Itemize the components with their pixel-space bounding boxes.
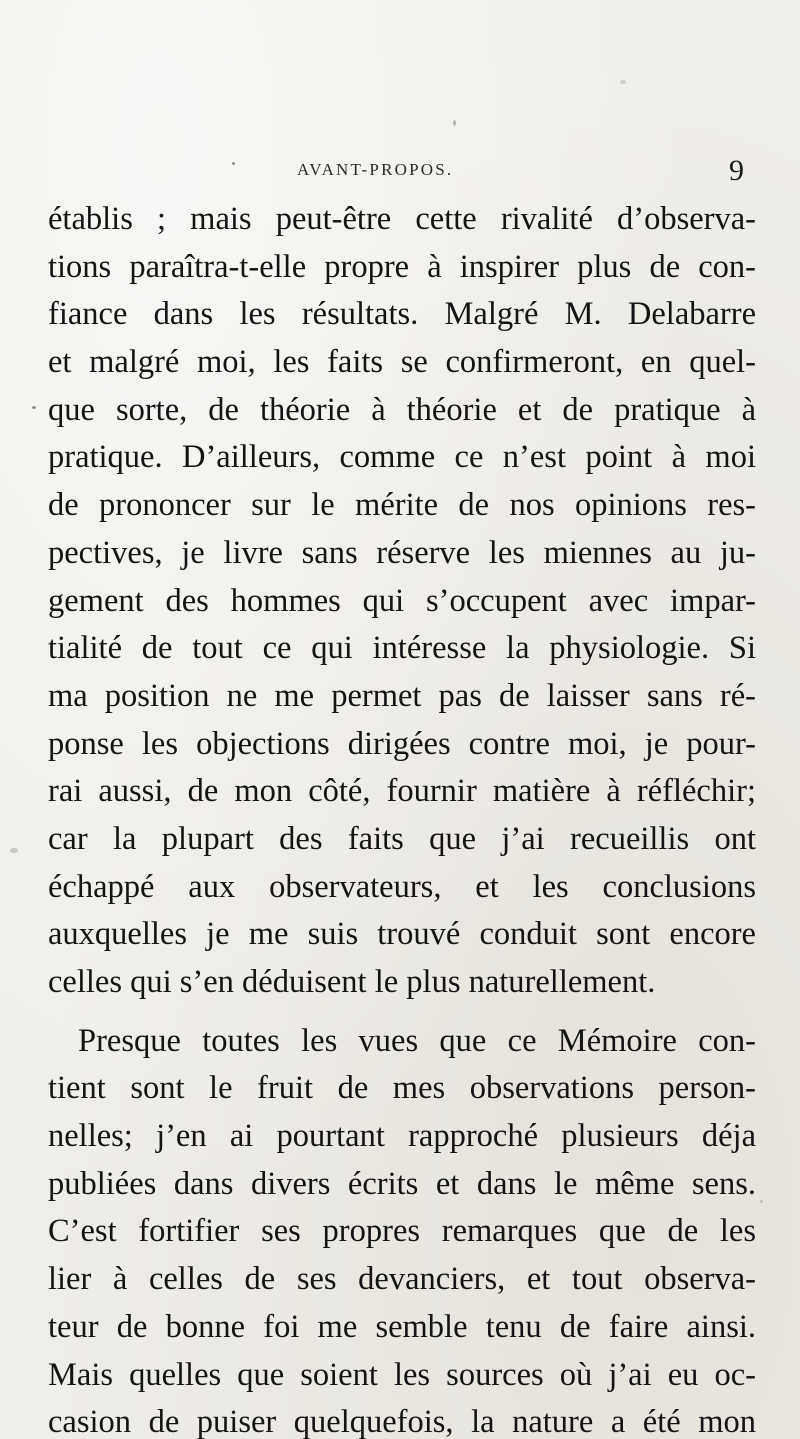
text-line: que sorte, de théorie à théorie et de pratique à <box>48 391 756 428</box>
text-line: teur de bonne foi me semble tenu de faire ainsi. <box>48 1308 756 1345</box>
text-line: ma position ne me permet pas de laisser sans ré- <box>48 677 756 714</box>
paragraph-2 <box>48 1018 756 1439</box>
paper-speck <box>620 80 626 84</box>
text-line: Presque toutes les vues que ce Mémoire con- <box>78 1022 756 1059</box>
running-head-title: AVANT-PROPOS. <box>297 160 454 179</box>
page-number: 9 <box>729 154 744 187</box>
text-line: fiance dans les résultats. Malgré M. Delabarre <box>48 296 756 333</box>
paragraph-gap <box>48 1007 756 1018</box>
text-line: publiées dans divers écrits et dans le même sens. <box>48 1165 756 1202</box>
text-line: tialité de tout ce qui intéresse la physiologie. Si <box>48 630 756 667</box>
paper-speck <box>32 406 36 409</box>
text-line: casion de puiser quelquefois, la nature a été mon <box>48 1404 756 1439</box>
text-line: Mais quelles que soient les sources où j’ai eu oc- <box>48 1356 756 1393</box>
text-line: établis ; mais peut-être cette rivalité d’observa- <box>48 201 756 237</box>
body-text <box>48 196 756 1439</box>
text-line: échappé aux observateurs, et les conclusions <box>48 868 756 905</box>
text-line: C’est fortifier ses propres remarques que de les <box>48 1213 756 1250</box>
text-line: ponse les objections dirigées contre moi, je pour- <box>48 725 756 762</box>
text-line: et malgré moi, les faits se confirmeront, en quel- <box>48 344 756 381</box>
text-line: nelles; j’en ai pourtant rapproché plusieurs déja <box>48 1118 756 1155</box>
text-line: tions paraîtra-t-elle propre à inspirer plus de con- <box>48 248 756 285</box>
paper-speck <box>10 848 18 853</box>
text-line: lier à celles de ses devanciers, et tout observa- <box>48 1261 756 1298</box>
running-head <box>0 154 800 194</box>
paragraph-1 <box>48 196 756 1007</box>
text-line: celles qui s’en déduisent le plus naturellement. <box>48 964 656 1000</box>
text-line: gement des hommes qui s’occupent avec impar- <box>48 582 756 619</box>
text-line: pratique. D’ailleurs, comme ce n’est point à moi <box>48 439 756 476</box>
text-line: de prononcer sur le mérite de nos opinions res- <box>48 487 756 524</box>
text-line: car la plupart des faits que j’ai recueillis ont <box>48 820 756 857</box>
paper-speck <box>760 1200 763 1203</box>
text-line: tient sont le fruit de mes observations person- <box>48 1070 756 1107</box>
text-line: pectives, je livre sans réserve les miennes au ju- <box>48 534 756 571</box>
paper-speck <box>232 162 235 165</box>
text-line: rai aussi, de mon côté, fournir matière à réfléchir; <box>48 773 756 810</box>
text-line: auxquelles je me suis trouvé conduit sont encore <box>48 916 756 953</box>
paper-speck <box>453 120 456 126</box>
